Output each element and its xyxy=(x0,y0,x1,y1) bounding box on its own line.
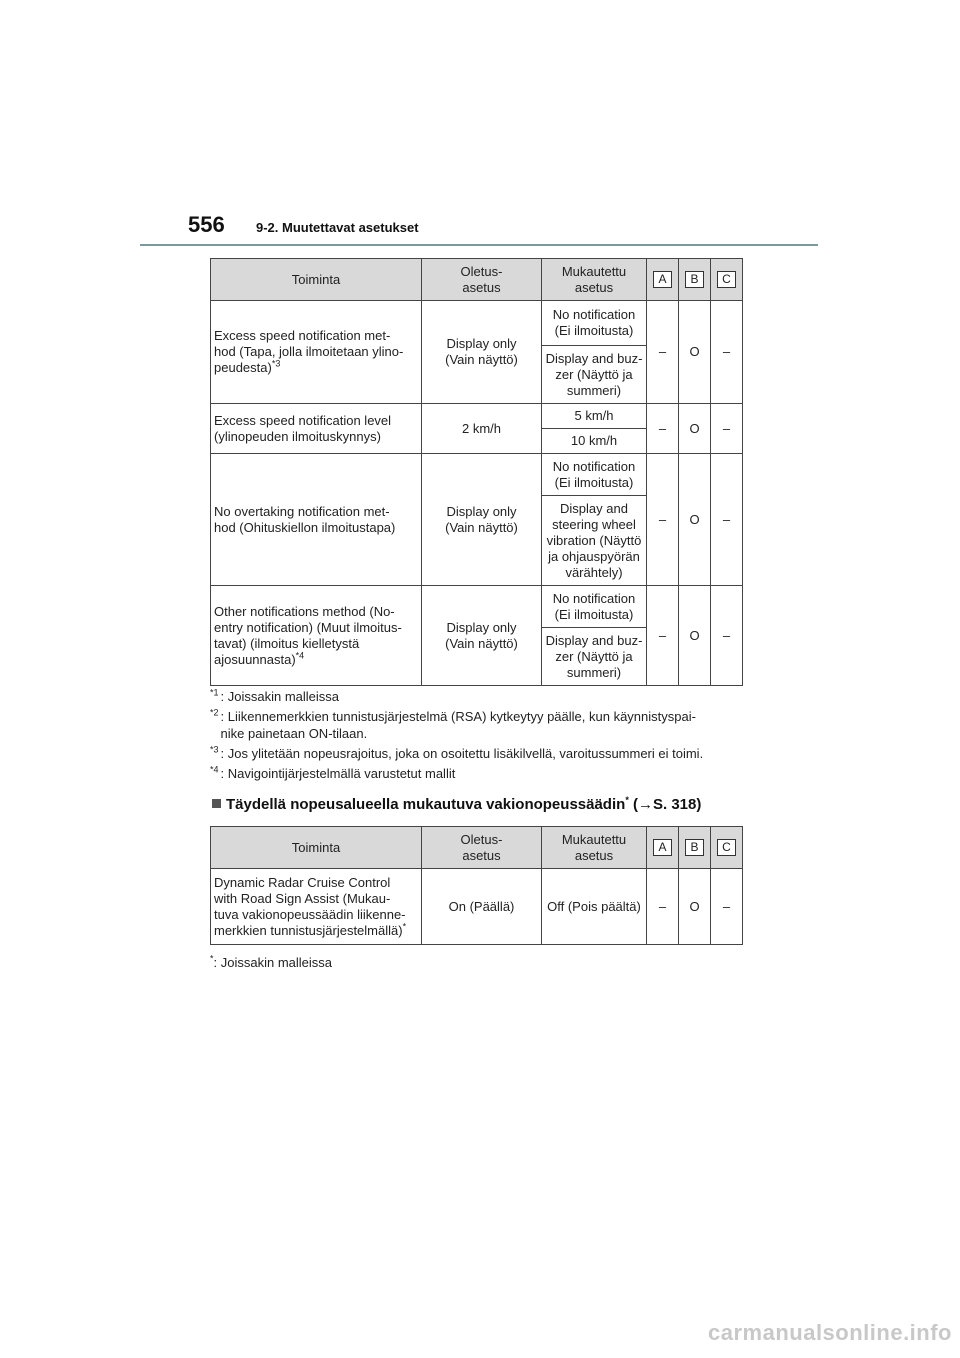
col-header-function: Toiminta xyxy=(211,259,422,301)
col-a-cell: – xyxy=(647,586,679,686)
footnote: *: Joissakin malleissa xyxy=(210,953,333,970)
custom-option-cell: 10 km/h xyxy=(542,429,647,454)
col-header-default: Oletus- asetus xyxy=(422,827,542,869)
section-title: 9-2. Muutettavat asetukset xyxy=(256,220,419,235)
function-cell: Excess speed notification met- hod (Tapa, jolla ilmoitetaan ylino- peudesta)$^{*3}$ xyxy=(211,301,422,404)
watermark: carmanualsonline.info xyxy=(708,1320,952,1345)
default-cell: 2 km/h xyxy=(422,404,542,454)
custom-option-cell: Display and buz- zer (Näyttö ja summeri) xyxy=(542,628,647,686)
footnotes xyxy=(210,688,770,785)
col-c-cell: – xyxy=(711,301,743,404)
settings-table-1 xyxy=(210,258,743,686)
table-row xyxy=(211,586,743,628)
col-c-cell: – xyxy=(711,454,743,586)
col-b-cell: O xyxy=(679,454,711,586)
col-header-a: A xyxy=(647,827,679,869)
col-header-custom: Mukautettu asetus xyxy=(542,259,647,301)
function-cell: Other notifications method (No- entry notification) (Muut ilmoitus- tavat) (ilmoitus kielletystä ajosuunnasta)$^{*4}$ xyxy=(211,586,422,686)
footnote: $^{*2}$ : Liikennemerkkien tunnistusjärjestelmä (RSA) kytkeytyy päälle, kun käynnistyspai- nike painetaan ON-tilaan. xyxy=(210,707,696,741)
custom-option-cell: Off (Pois päältä) xyxy=(542,869,647,945)
table-row xyxy=(211,869,743,945)
col-c-cell: – xyxy=(711,869,743,945)
custom-option-cell: No notification (Ei ilmoitusta) xyxy=(542,586,647,628)
col-b-cell: O xyxy=(679,404,711,454)
table-row xyxy=(211,404,743,429)
footnote: $^{*1}$ : Joissakin malleissa xyxy=(210,687,340,704)
col-header-c: C xyxy=(711,259,743,301)
page-number: 556 xyxy=(188,212,225,237)
col-header-custom: Mukautettu asetus xyxy=(542,827,647,869)
col-a-cell: – xyxy=(647,869,679,945)
col-header-c: C xyxy=(711,827,743,869)
table-header-row xyxy=(211,259,743,301)
col-a-cell: – xyxy=(647,301,679,404)
custom-option-cell: No notification (Ei ilmoitusta) xyxy=(542,454,647,496)
default-cell: Display only (Vain näyttö) xyxy=(422,301,542,404)
footnote: $^{*4}$ : Navigointijärjestelmällä varustetut mallit xyxy=(210,764,456,781)
table-header-row xyxy=(211,827,743,869)
col-b-cell: O xyxy=(679,586,711,686)
col-b-cell: O xyxy=(679,301,711,404)
custom-option-cell: No notification (Ei ilmoitusta) xyxy=(542,301,647,346)
function-cell: Excess speed notification level (ylinopeuden ilmoituskynnys) xyxy=(211,404,422,454)
custom-option-cell: Display and steering wheel vibration (Näyttö ja ohjauspyörän värähtely) xyxy=(542,496,647,586)
table-row xyxy=(211,301,743,346)
function-cell: Dynamic Radar Cruise Control with Road Sign Assist (Mukau- tuva vakionopeussäädin liikenne- merkkien tunnistusjärjestelmällä)* xyxy=(211,869,422,945)
custom-option-cell: Display and buz- zer (Näyttö ja summeri) xyxy=(542,346,647,404)
default-cell: Display only (Vain näyttö) xyxy=(422,454,542,586)
function-cell: No overtaking notification met- hod (Ohituskiellon ilmoitustapa) xyxy=(211,454,422,586)
footnote: $^{*3}$ : Jos ylitetään nopeusrajoitus, joka on osoitettu lisäkilvellä, varoitussummeri ei toimi. xyxy=(210,744,704,761)
default-cell: Display only (Vain näyttö) xyxy=(422,586,542,686)
col-c-cell: – xyxy=(711,404,743,454)
col-a-cell: – xyxy=(647,404,679,454)
settings-table-2 xyxy=(210,826,743,945)
default-cell: On (Päällä) xyxy=(422,869,542,945)
table-row xyxy=(211,454,743,496)
col-c-cell: – xyxy=(711,586,743,686)
col-header-function: Toiminta xyxy=(211,827,422,869)
col-header-b: B xyxy=(679,827,711,869)
col-header-a: A xyxy=(647,259,679,301)
custom-option-cell: 5 km/h xyxy=(542,404,647,429)
col-header-b: B xyxy=(679,259,711,301)
section-subheading: Täydellä nopeusalueella mukautuva vakionopeussäädin* (→S. 318) xyxy=(212,796,701,813)
col-a-cell: – xyxy=(647,454,679,586)
header-rule xyxy=(140,244,818,246)
square-bullet-icon xyxy=(212,799,221,808)
col-header-default: Oletus- asetus xyxy=(422,259,542,301)
col-b-cell: O xyxy=(679,869,711,945)
